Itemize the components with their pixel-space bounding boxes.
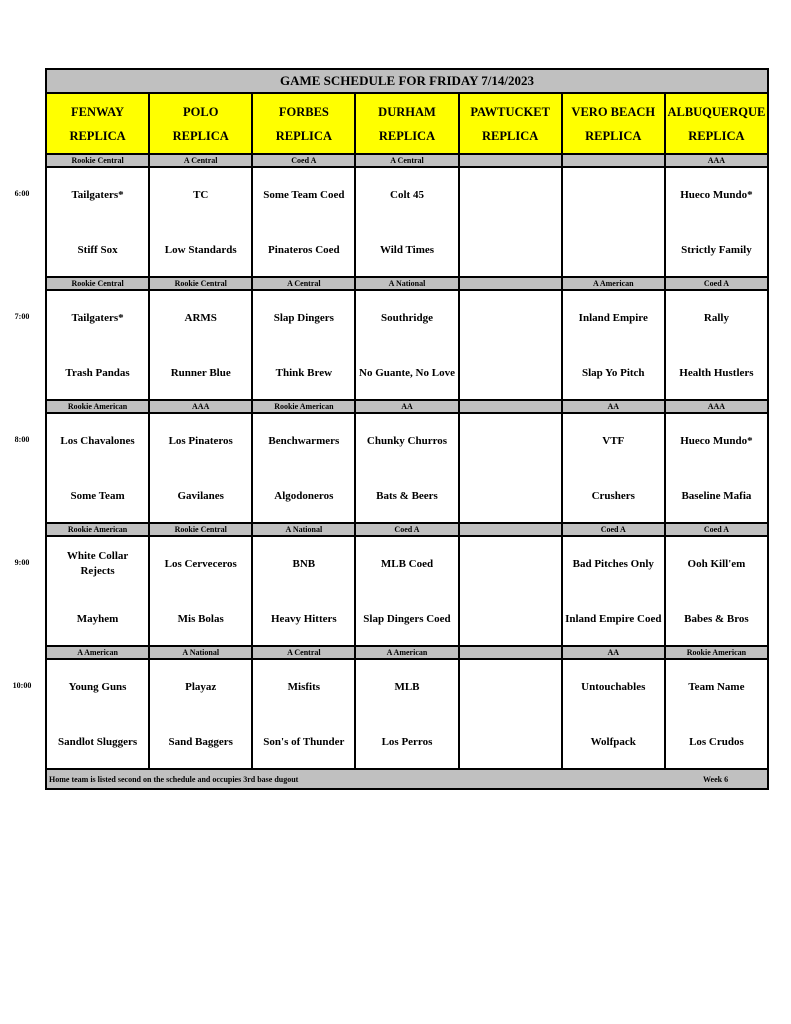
- home-team: [462, 725, 559, 759]
- division-row: [46, 523, 768, 536]
- game-row: [46, 167, 768, 277]
- away-team: [462, 547, 559, 581]
- division-label: A Central: [252, 646, 355, 659]
- division-label: A American: [46, 646, 149, 659]
- field-name: FENWAY: [71, 104, 125, 119]
- division-label: Rookie American: [46, 400, 149, 413]
- away-team: Slap Dingers: [273, 311, 334, 324]
- game-row: [46, 290, 768, 400]
- field-sub: REPLICA: [172, 128, 229, 143]
- game-cell: [562, 413, 665, 523]
- home-team: Wild Times: [379, 243, 435, 256]
- division-label: Rookie Central: [46, 277, 149, 290]
- time-label: 8:00: [14, 435, 30, 444]
- home-team: Baseline Mafia: [681, 489, 752, 502]
- schedule-table: [45, 68, 769, 790]
- home-team: Slap Yo Pitch: [582, 366, 645, 379]
- division-label: Rookie Central: [149, 277, 252, 290]
- time-label: 6:00: [14, 189, 30, 198]
- division-label: [459, 277, 562, 290]
- game-cell: [459, 413, 562, 523]
- away-team: Untouchables: [581, 680, 646, 693]
- game-cell: [46, 659, 149, 769]
- home-team: Los Perros: [381, 735, 433, 748]
- division-label: AA: [562, 400, 665, 413]
- field-sub: REPLICA: [69, 128, 126, 143]
- division-label: AA: [355, 400, 458, 413]
- away-team: Hueco Mundo*: [680, 434, 753, 447]
- field-header: [46, 93, 149, 154]
- game-cell: [149, 167, 252, 277]
- field-name: DURHAM: [378, 104, 436, 119]
- division-label: AAA: [665, 400, 768, 413]
- game-cell: [355, 659, 458, 769]
- division-label: Rookie American: [665, 646, 768, 659]
- away-team: VTF: [602, 434, 625, 447]
- division-label: AAA: [665, 154, 768, 167]
- week-label: Week 6: [703, 775, 729, 784]
- home-team: Health Hustlers: [679, 366, 754, 379]
- division-label: A Central: [149, 154, 252, 167]
- division-row: [46, 646, 768, 659]
- home-team: Runner Blue: [170, 366, 231, 379]
- game-cell: [459, 659, 562, 769]
- division-label: Coed A: [665, 523, 768, 536]
- game-cell: [562, 167, 665, 277]
- division-row: [46, 277, 768, 290]
- game-cell: [459, 167, 562, 277]
- game-row: [46, 536, 768, 646]
- home-team: Sandlot Sluggers: [57, 735, 138, 748]
- away-team: Misfits: [287, 680, 321, 693]
- time-label: 10:00: [12, 681, 32, 690]
- division-label: A National: [252, 523, 355, 536]
- away-team: Los Chavalones: [60, 434, 135, 447]
- home-team: Trash Pandas: [65, 366, 130, 379]
- field-name: POLO: [183, 104, 219, 119]
- game-cell: [562, 290, 665, 400]
- time-label: 7:00: [14, 312, 30, 321]
- division-label: A American: [355, 646, 458, 659]
- home-team: Mayhem: [76, 612, 119, 625]
- game-cell: [562, 659, 665, 769]
- field-name: ALBUQUERQUE: [667, 104, 766, 119]
- home-team: Slap Dingers Coed: [363, 612, 451, 625]
- division-label: A National: [149, 646, 252, 659]
- field-sub: REPLICA: [275, 128, 332, 143]
- time-label: 9:00: [14, 558, 30, 567]
- away-team: Tailgaters*: [71, 311, 124, 324]
- home-team: Low Standards: [164, 243, 237, 256]
- division-label: A Central: [355, 154, 458, 167]
- home-team: Crushers: [591, 489, 635, 502]
- game-cell: [149, 659, 252, 769]
- game-cell: [252, 659, 355, 769]
- home-team: Inland Empire Coed: [565, 612, 662, 625]
- division-label: A National: [355, 277, 458, 290]
- home-team: No Guante, No Love: [359, 366, 455, 379]
- away-team: Tailgaters*: [71, 188, 124, 201]
- field-sub: REPLICA: [688, 128, 745, 143]
- home-team: Think Brew: [275, 366, 333, 379]
- game-cell: [149, 413, 252, 523]
- division-label: Coed A: [252, 154, 355, 167]
- home-team: Los Crudos: [689, 735, 744, 748]
- home-team: [462, 602, 559, 636]
- division-row: [46, 154, 768, 167]
- away-team: [462, 178, 559, 212]
- game-row: [46, 413, 768, 523]
- game-cell: [355, 536, 458, 646]
- away-team: [462, 670, 559, 704]
- away-team: ARMS: [184, 311, 217, 324]
- home-team: Gavilanes: [177, 489, 224, 502]
- away-team: TC: [193, 188, 209, 201]
- away-team: Hueco Mundo*: [680, 188, 753, 201]
- away-team: Young Guns: [68, 680, 127, 693]
- game-cell: [665, 413, 768, 523]
- away-team: Rally: [703, 311, 729, 324]
- away-team: Ooh Kill'em: [687, 557, 746, 570]
- field-header: [355, 93, 458, 154]
- game-cell: [149, 536, 252, 646]
- away-team: [565, 178, 662, 212]
- field-header: [252, 93, 355, 154]
- field-sub: REPLICA: [585, 128, 642, 143]
- away-team: MLB Coed: [380, 557, 434, 570]
- home-team: Sand Baggers: [168, 735, 233, 748]
- home-team: [462, 233, 559, 267]
- away-team: MLB: [394, 680, 420, 693]
- field-header: [665, 93, 768, 154]
- game-cell: [355, 167, 458, 277]
- division-label: AA: [562, 646, 665, 659]
- field-header-row: [46, 93, 768, 154]
- away-team: Chunky Churros: [366, 434, 448, 447]
- away-team: [462, 301, 559, 335]
- home-team: Stiff Sox: [77, 243, 118, 256]
- game-cell: [149, 290, 252, 400]
- field-header: [149, 93, 252, 154]
- away-team: Colt 45: [390, 188, 424, 201]
- division-label: AAA: [149, 400, 252, 413]
- division-label: Rookie American: [46, 523, 149, 536]
- footer-note: Home team is listed second on the schedule and occupies 3rd base dugout: [49, 775, 299, 784]
- game-cell: [46, 413, 149, 523]
- away-team: Inland Empire: [578, 311, 648, 324]
- home-team: [565, 233, 662, 267]
- footer-cell: [46, 769, 768, 789]
- division-label: Rookie American: [252, 400, 355, 413]
- away-team: BNB: [292, 557, 316, 570]
- game-cell: [562, 536, 665, 646]
- field-name: PAWTUCKET: [470, 104, 550, 119]
- division-label: Rookie Central: [46, 154, 149, 167]
- footer-row: [46, 769, 768, 789]
- away-team: Southridge: [381, 311, 433, 324]
- home-team: Bats & Beers: [376, 489, 438, 502]
- away-team: Los Cerveceros: [164, 557, 237, 570]
- game-cell: [355, 290, 458, 400]
- away-team: Some Team Coed: [263, 188, 345, 201]
- game-row: [46, 659, 768, 769]
- home-team: Son's of Thunder: [263, 735, 345, 748]
- division-label: [562, 154, 665, 167]
- division-label: Rookie Central: [149, 523, 252, 536]
- game-cell: [46, 290, 149, 400]
- home-team: Heavy Hitters: [271, 612, 337, 625]
- away-team: White Collar Rejects: [66, 550, 129, 577]
- away-team: Playaz: [185, 680, 217, 693]
- division-label: [459, 523, 562, 536]
- game-cell: [665, 290, 768, 400]
- game-cell: [46, 167, 149, 277]
- home-team: Mis Bolas: [177, 612, 224, 625]
- game-cell: [665, 536, 768, 646]
- home-team: Babes & Bros: [684, 612, 749, 625]
- home-team: Algodoneros: [274, 489, 334, 502]
- game-cell: [355, 413, 458, 523]
- schedule-title: GAME SCHEDULE FOR FRIDAY 7/14/2023: [46, 69, 768, 93]
- division-label: [459, 154, 562, 167]
- field-header: [562, 93, 665, 154]
- field-name: VERO BEACH: [571, 104, 656, 119]
- game-cell: [252, 413, 355, 523]
- field-header: [459, 93, 562, 154]
- game-cell: [459, 290, 562, 400]
- game-cell: [252, 536, 355, 646]
- game-cell: [459, 536, 562, 646]
- game-cell: [252, 290, 355, 400]
- game-cell: [252, 167, 355, 277]
- home-team: Wolfpack: [590, 735, 636, 748]
- game-cell: [46, 536, 149, 646]
- division-label: Coed A: [665, 277, 768, 290]
- division-label: A Central: [252, 277, 355, 290]
- division-row: [46, 400, 768, 413]
- away-team: [462, 424, 559, 458]
- away-team: Benchwarmers: [268, 434, 340, 447]
- home-team: Strictly Family: [681, 243, 752, 256]
- division-label: [459, 646, 562, 659]
- game-cell: [665, 659, 768, 769]
- division-label: A American: [562, 277, 665, 290]
- home-team: Some Team: [70, 489, 125, 502]
- game-cell: [665, 167, 768, 277]
- division-label: Coed A: [355, 523, 458, 536]
- title-row: [46, 69, 768, 93]
- away-team: Los Pinateros: [168, 434, 233, 447]
- division-label: [459, 400, 562, 413]
- division-label: Coed A: [562, 523, 665, 536]
- away-team: Bad Pitches Only: [572, 557, 654, 570]
- field-sub: REPLICA: [482, 128, 539, 143]
- field-sub: REPLICA: [378, 128, 436, 143]
- home-team: Pinateros Coed: [268, 243, 340, 256]
- field-name: FORBES: [278, 104, 329, 119]
- home-team: [462, 356, 559, 390]
- away-team: Team Name: [688, 680, 745, 693]
- home-team: [462, 479, 559, 513]
